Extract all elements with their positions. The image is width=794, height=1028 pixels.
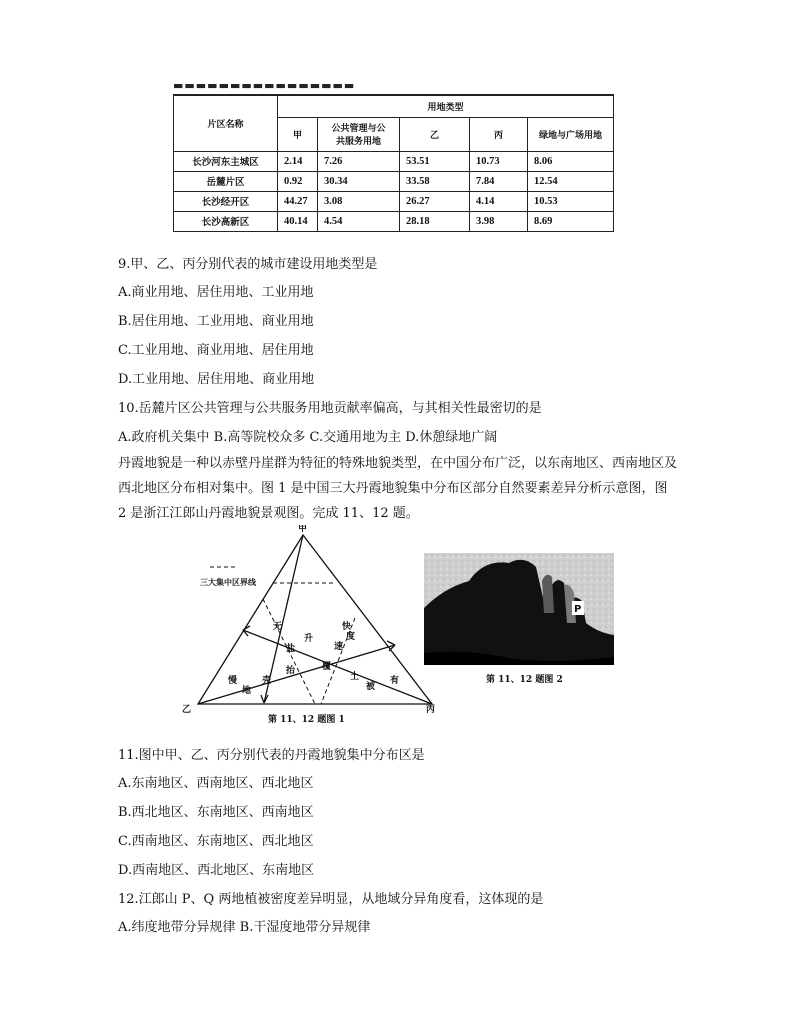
value-cell: 33.58 bbox=[400, 171, 470, 191]
label-yan: 盐 bbox=[286, 644, 296, 654]
q11-stem: 11.图中甲、乙、丙分别代表的丹霞地貌集中分布区是 bbox=[118, 748, 425, 763]
label-bei: 被 bbox=[366, 682, 376, 692]
value-cell: 30.34 bbox=[318, 171, 400, 191]
label-su: 速 bbox=[334, 642, 344, 652]
figure2-landscape-image bbox=[424, 553, 614, 665]
column-header bbox=[470, 117, 528, 151]
legend-label: 三大集中区界线 bbox=[200, 577, 256, 587]
label-kuai: 快 bbox=[342, 622, 352, 632]
q9-option-a: A.商业用地、居住用地、工业用地 bbox=[118, 285, 314, 300]
header-region-name: 片区名称 bbox=[174, 95, 278, 151]
q11-option-a: A.东南地区、西南地区、西北地区 bbox=[118, 776, 314, 791]
label-sheng: 升 bbox=[304, 634, 314, 644]
column-header-line: 共服务用地 bbox=[335, 137, 381, 148]
q12-stem: 12.江郎山 P、Q 两地植被密度差异明显，从地域分异角度看，这体现的是 bbox=[118, 892, 544, 907]
q12-options: A.纬度地带分异规律 B.干湿度地带分异规律 bbox=[118, 920, 371, 935]
q9-stem: 9.甲、乙、丙分别代表的城市建设用地类型是 bbox=[118, 257, 378, 272]
column-header bbox=[400, 117, 470, 151]
label-tai: 抬 bbox=[286, 666, 296, 676]
q9-option-d: D.工业用地、居住用地、商业用地 bbox=[118, 372, 315, 387]
figure1-triangle-diagram bbox=[180, 525, 450, 730]
q11-option-b: B.西北地区、东南地区、西南地区 bbox=[118, 805, 314, 820]
column-header-line: 绿地与广场用地 bbox=[539, 130, 603, 141]
table-row bbox=[174, 171, 614, 191]
value-cell: 26.27 bbox=[400, 191, 470, 211]
q9-option-c: C.工业用地、商业用地、居住用地 bbox=[118, 343, 314, 358]
label-wu: 无 bbox=[273, 622, 283, 632]
value-cell: 44.27 bbox=[278, 191, 318, 211]
value-cell: 28.18 bbox=[400, 211, 470, 231]
column-header bbox=[278, 117, 318, 151]
vertex-left: 乙 bbox=[182, 705, 192, 715]
value-cell: 4.54 bbox=[318, 211, 400, 231]
value-cell: 2.14 bbox=[278, 151, 318, 171]
column-header-line: 甲 bbox=[292, 130, 302, 141]
region-name-cell: 长沙经开区 bbox=[174, 191, 278, 211]
q10-stem: 10.岳麓片区公共管理与公共服务用地贡献率偏高，与其相关性最密切的是 bbox=[118, 401, 542, 416]
value-cell: 8.69 bbox=[528, 211, 614, 231]
land-use-table-container bbox=[173, 94, 613, 232]
label-tu: 土 bbox=[350, 672, 360, 682]
value-cell: 10.53 bbox=[528, 191, 614, 211]
label-fu: 覆 bbox=[322, 662, 332, 672]
q11-option-d: D.西南地区、西北地区、东南地区 bbox=[118, 863, 315, 878]
q10-options: A.政府机关集中 B.高等院校众多 C.交通用地为主 D.休憩绿地广阔 bbox=[118, 430, 498, 445]
label-di: 地 bbox=[242, 686, 252, 696]
value-cell: 4.14 bbox=[470, 191, 528, 211]
value-cell: 3.98 bbox=[470, 211, 528, 231]
passage: 丹霞地貌是一种以赤壁丹崖群为特征的特殊地貌类型，在中国分布广泛，以东南地区、西南地区及西北地区分布相对集中。图 1 是中国三大丹霞地貌集中分布区部分自然要素差异分析示意图，图 2 是浙江江郎山丹霞地貌景观图。完成 11、12 题。 bbox=[118, 456, 678, 521]
column-header bbox=[318, 117, 400, 151]
value-cell: 40.14 bbox=[278, 211, 318, 231]
q9-option-b: B.居住用地、工业用地、商业用地 bbox=[118, 314, 314, 329]
value-cell: 3.08 bbox=[318, 191, 400, 211]
figure2-photo bbox=[424, 553, 614, 665]
region-name-cell: 长沙高新区 bbox=[174, 211, 278, 231]
table-row bbox=[174, 211, 614, 231]
q11-option-c: C.西南地区、东南地区、西北地区 bbox=[118, 834, 314, 849]
value-cell: 8.06 bbox=[528, 151, 614, 171]
column-header-line: 丙 bbox=[493, 130, 503, 141]
label-you: 有 bbox=[390, 676, 400, 686]
value-cell: 0.92 bbox=[278, 171, 318, 191]
value-cell: 7.26 bbox=[318, 151, 400, 171]
label-ke: 壳 bbox=[262, 676, 272, 686]
figure2-caption: 第 11、12 题图 2 bbox=[486, 675, 563, 685]
table-row bbox=[174, 191, 614, 211]
column-header-line: 乙 bbox=[429, 130, 439, 141]
cropped-table-caption: ▬▬▬▬▬▬▬▬▬▬▬▬▬▬▬▬ bbox=[173, 82, 356, 90]
column-header-line: 公共管理与公 bbox=[331, 124, 386, 135]
region-name-cell: 岳麓片区 bbox=[174, 171, 278, 191]
value-cell: 53.51 bbox=[400, 151, 470, 171]
region-name-cell: 长沙河东主城区 bbox=[174, 151, 278, 171]
land-use-table bbox=[173, 94, 614, 232]
vertex-top: 甲 bbox=[298, 525, 308, 534]
label-du: 度 bbox=[346, 632, 356, 642]
table-row bbox=[174, 151, 614, 171]
value-cell: 12.54 bbox=[528, 171, 614, 191]
marker-p: P bbox=[574, 604, 582, 615]
vertex-right: 丙 bbox=[426, 705, 436, 715]
header-land-type: 用地类型 bbox=[278, 95, 614, 117]
value-cell: 7.84 bbox=[470, 171, 528, 191]
column-header bbox=[528, 117, 614, 151]
arrow-line-1 bbox=[198, 645, 395, 704]
figure1-caption: 第 11、12 题图 1 bbox=[268, 715, 345, 725]
label-man: 慢 bbox=[228, 676, 238, 686]
value-cell: 10.73 bbox=[470, 151, 528, 171]
